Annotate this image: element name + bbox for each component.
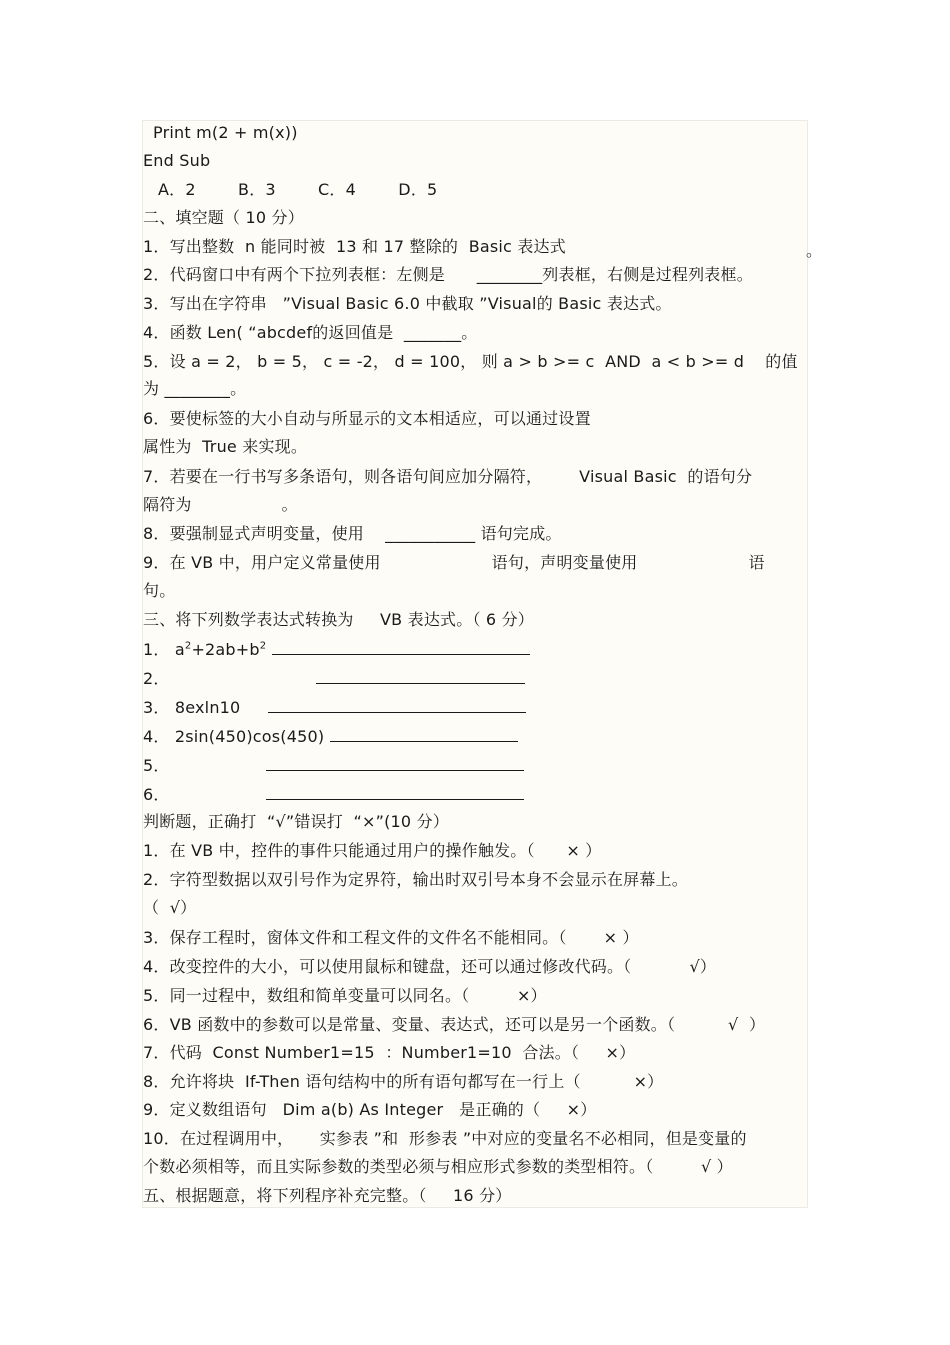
judge-4: 4．改变控件的大小，可以使用鼠标和键盘，还可以通过修改代码。（ √）	[143, 957, 717, 976]
code-print-line: Print m(2 + m(x))	[153, 123, 298, 142]
fill-q9-line1: 9．在 VB 中，用户定义常量使用 语句，声明变量使用 语	[143, 553, 765, 572]
fill-heading: 二、填空题（ 10 分）	[143, 208, 304, 227]
fill-q7-line1: 7．若要在一行书写多条语句，则各语句间应加分隔符， Visual Basic 的语句分	[143, 467, 753, 486]
judge-10-line1: 10．在过程调用中， 实参表 ”和 形参表 ”中对应的变量名不必相同，但是变量的	[143, 1129, 747, 1148]
judge-3: 3．保存工程时，窗体文件和工程文件的文件名不能相同。（ × ）	[143, 928, 639, 947]
fill-q2: 2．代码窗口中有两个下拉列表框：左侧是 ________列表框，右侧是过程列表框。	[143, 265, 753, 284]
expr-heading: 三、将下列数学表达式转换为 VB 表达式。（ 6 分）	[143, 610, 534, 629]
answer-blank-5	[266, 756, 524, 771]
fill-q1-end: 。	[806, 241, 823, 260]
expr-3-label: 3． 8exln10	[143, 698, 241, 717]
expr-3	[143, 697, 526, 719]
program-heading: 五、根据题意，将下列程序补充完整。（ 16 分）	[143, 1186, 512, 1205]
fill-q5-line1: 5．设 a = 2， b = 5， c = -2， d = 100， 则 a > b >= c AND a < b >= d 的值	[143, 352, 798, 371]
judge-5: 5．同一过程中，数组和简单变量可以同名。（ ×）	[143, 986, 547, 1005]
fill-q6-line2: 属性为 True 来实现。	[143, 437, 308, 456]
judge-9: 9．定义数组语句 Dim a(b) As Integer 是正确的（ ×）	[143, 1100, 597, 1119]
answer-blank-1	[272, 640, 530, 655]
fill-q6-line1: 6．要使标签的大小自动与所显示的文本相适应，可以通过设置	[143, 409, 591, 428]
judge-heading: 判断题，正确打 “√”错误打 “×”(10 分）	[143, 812, 449, 831]
fill-q5-line2: 为 ________。	[143, 379, 247, 398]
judge-2-line1: 2．字符型数据以双引号作为定界符，输出时双引号本身不会显示在屏幕上。	[143, 870, 688, 889]
fill-q7-line2: 隔符为 。	[143, 495, 298, 514]
choice-options: A．2 B．3 C．4 D．5	[158, 180, 438, 199]
judge-10-line2: 个数必须相等，而且实际参数的类型必须与相应形式参数的类型相符。（ √ ）	[143, 1157, 733, 1176]
fill-q3: 3．写出在字符串 ”Visual Basic 6.0 中截取 ”Visual的 Basic 表达式。	[143, 294, 672, 313]
judge-7: 7．代码 Const Number1=15 ：Number1=10 合法。（ ×）	[143, 1043, 636, 1062]
fill-q4: 4．函数 Len( “abcdef的返回值是 _______。	[143, 323, 478, 342]
expr-1-b: +2ab+b	[191, 640, 260, 659]
fill-q1: 1．写出整数 n 能同时被 13 和 17 整除的 Basic 表达式	[143, 237, 566, 256]
expr-1-exp-b: 2	[259, 640, 267, 652]
fill-q9-line2: 句。	[143, 581, 176, 600]
judge-6: 6．VB 函数中的参数可以是常量、变量、表达式，还可以是另一个函数。（ √ ）	[143, 1015, 766, 1034]
answer-blank-4	[330, 727, 518, 742]
fill-q8: 8．要强制显式声明变量，使用 ___________ 语句完成。	[143, 524, 562, 543]
expr-4-label: 4． 2sin(450)cos(450)	[143, 727, 325, 746]
expr-1	[143, 639, 530, 661]
judge-8: 8．允许将块 If-Then 语句结构中的所有语句都写在一行上（ ×）	[143, 1072, 664, 1091]
expr-2	[143, 668, 525, 690]
expr-2-label: 2．	[143, 669, 170, 688]
judge-2-line2: （ √）	[143, 898, 197, 917]
answer-blank-6	[266, 785, 524, 800]
expr-1-exp-a: 2	[184, 640, 192, 652]
code-end-sub: End Sub	[143, 151, 211, 170]
expr-6	[143, 784, 524, 806]
judge-1: 1．在 VB 中，控件的事件只能通过用户的操作触发。（ × ）	[143, 841, 602, 860]
expr-5-label: 5．	[143, 756, 170, 775]
expr-1-a: 1． a	[143, 640, 185, 659]
answer-blank-3	[268, 698, 526, 713]
expr-6-label: 6．	[143, 785, 170, 804]
expr-4	[143, 726, 518, 748]
expr-5	[143, 755, 524, 777]
answer-blank-2	[316, 669, 525, 684]
